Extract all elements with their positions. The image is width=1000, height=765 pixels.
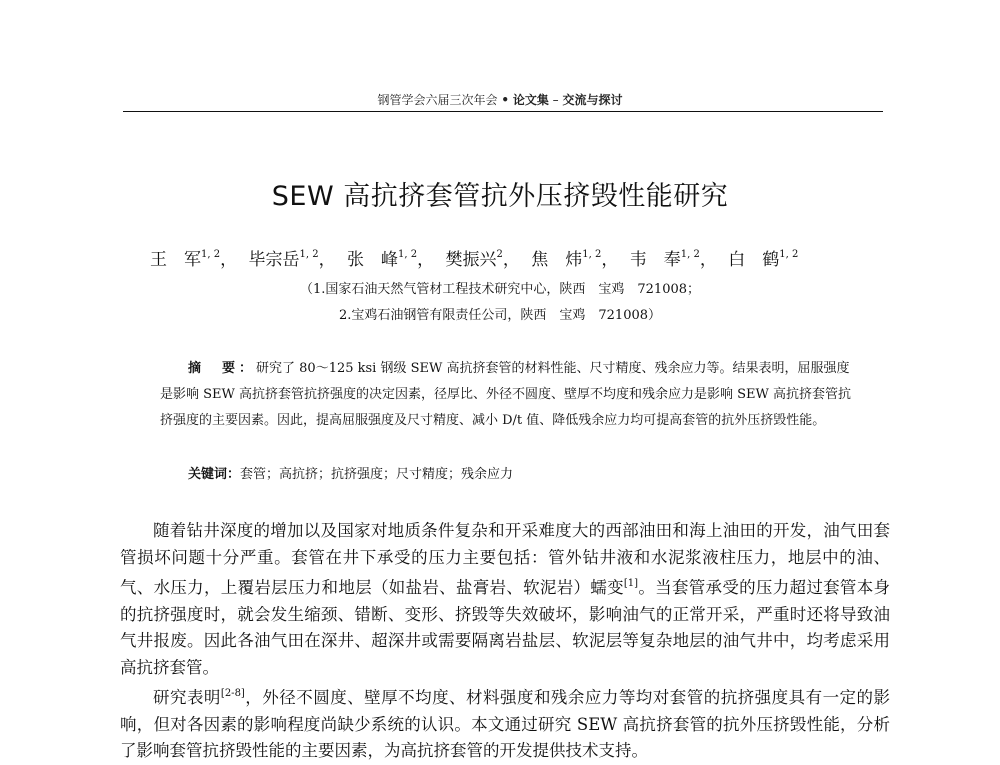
keywords-text: 套管；高抗挤；抗挤强度；尺寸精度；残余应力 xyxy=(240,467,514,482)
author-affiliation-mark: 1, 2 xyxy=(201,249,221,260)
author-affiliation-mark: 2 xyxy=(496,249,503,260)
author-name: 张 峰 xyxy=(347,250,398,270)
author-name: 白 鹤 xyxy=(728,250,780,270)
header-separator: • xyxy=(501,93,509,107)
paper-title: SEW 高抗挤套管抗外压挤毁性能研究 xyxy=(271,181,729,212)
paragraph-text: 。当套管承受的压力超过套管本身的抗挤强度时，就会发生缩颈、错断、变形、挤毁等失效破坏，影响油气的正常开采，严重时还将导致油气井报废。因此各油气田在深井、超深井或需要隔离岩盐层、软泥层等复杂地层的油气井中，均考虑采用高抗挤套管。 xyxy=(120,578,891,677)
author: 毕宗岳$^{1, 2}$， xyxy=(248,249,336,270)
author-name: 毕宗岳 xyxy=(248,250,300,270)
author-name: 韦 奉 xyxy=(629,250,681,270)
abstract xyxy=(160,356,860,434)
keywords xyxy=(188,463,868,482)
author-name: 焦 炜 xyxy=(531,250,583,270)
proceedings-label: 论文集 xyxy=(512,93,549,107)
author: 张 峰$^{1, 2}$， xyxy=(347,249,435,270)
paragraph-text: 研究表明 xyxy=(153,688,221,707)
author: 焦 炜$^{1, 2}$， xyxy=(531,249,619,270)
abstract-text: 研究了 80～125 ksi 钢级 SEW 高抗挤套管的材料性能、尺寸精度、残余应力等。结果表明，屈服强度是影响 SEW 高抗挤套管抗挤强度的决定因素，径厚比、外径不圆度、壁厚不均度和残余应力是影响 SEW 高抗挤套管抗挤强度的主要因素。因此，提高屈服强度及尺寸精度、减小 D/t 值、降低残余应力均可提高套管的抗外压挤毁性能。 xyxy=(160,361,852,428)
abstract-label: 摘 要： xyxy=(188,361,257,376)
author-affiliation-mark: 1, 2 xyxy=(398,249,418,260)
body-text xyxy=(120,518,890,765)
author: 王 军$^{1, 2}$， xyxy=(150,249,238,270)
author xyxy=(728,250,798,270)
affiliation-line-1: （1.国家石油天然气管材工程技术研究中心，陕西 宝鸡 721008； xyxy=(299,282,701,297)
affiliation-line-2: 2.宝鸡石油钢管有限责任公司，陕西 宝鸡 721008） xyxy=(338,308,662,323)
author-affiliation-mark: 1, 2 xyxy=(299,249,319,260)
running-header xyxy=(0,91,1000,108)
header-rule xyxy=(123,111,883,112)
body-paragraph-2 xyxy=(120,681,890,765)
author: 韦 奉$^{1, 2}$， xyxy=(629,249,717,270)
author-affiliation-mark: 1, 2 xyxy=(779,249,799,260)
citation: [1] xyxy=(623,578,639,589)
header-dash: – xyxy=(552,93,559,107)
keywords-label: 关键词： xyxy=(188,467,241,482)
author-affiliation-mark: 1, 2 xyxy=(680,249,700,260)
paragraph-text: 随着钻井深度的增加以及国家对地质条件复杂和开采难度大的西部油田和海上油田的开发，油气田套管损坏问题十分严重。套管在井下承受的压力主要包括：管外钻井液和水泥浆液柱压力，地层中的油、气、水压力，上覆岩层压力和地层（如盐岩、盐膏岩、软泥岩）蠕变 xyxy=(120,521,890,597)
author: 樊振兴$^2$， xyxy=(445,249,520,270)
author-affiliation-mark: 1, 2 xyxy=(582,249,602,260)
author-name: 樊振兴 xyxy=(445,250,497,270)
author-list xyxy=(150,245,900,270)
body-paragraph-1 xyxy=(120,518,890,681)
section-label: 交流与探讨 xyxy=(562,93,623,107)
conference-name: 钢管学会六届三次年会 xyxy=(377,93,498,107)
citation: [2-8] xyxy=(220,688,245,699)
paragraph-text: ，外径不圆度、壁厚不均度、材料强度和残余应力等均对套管的抗挤强度具有一定的影响，但对各因素的影响程度尚缺少系统的认识。本文通过研究 SEW 高抗挤套管的抗外压挤毁性能，分析了影响套管抗挤毁性能的主要因素，为高抗挤套管的开发提供技术支持。 xyxy=(120,688,891,760)
author-name: 王 军 xyxy=(150,250,201,270)
